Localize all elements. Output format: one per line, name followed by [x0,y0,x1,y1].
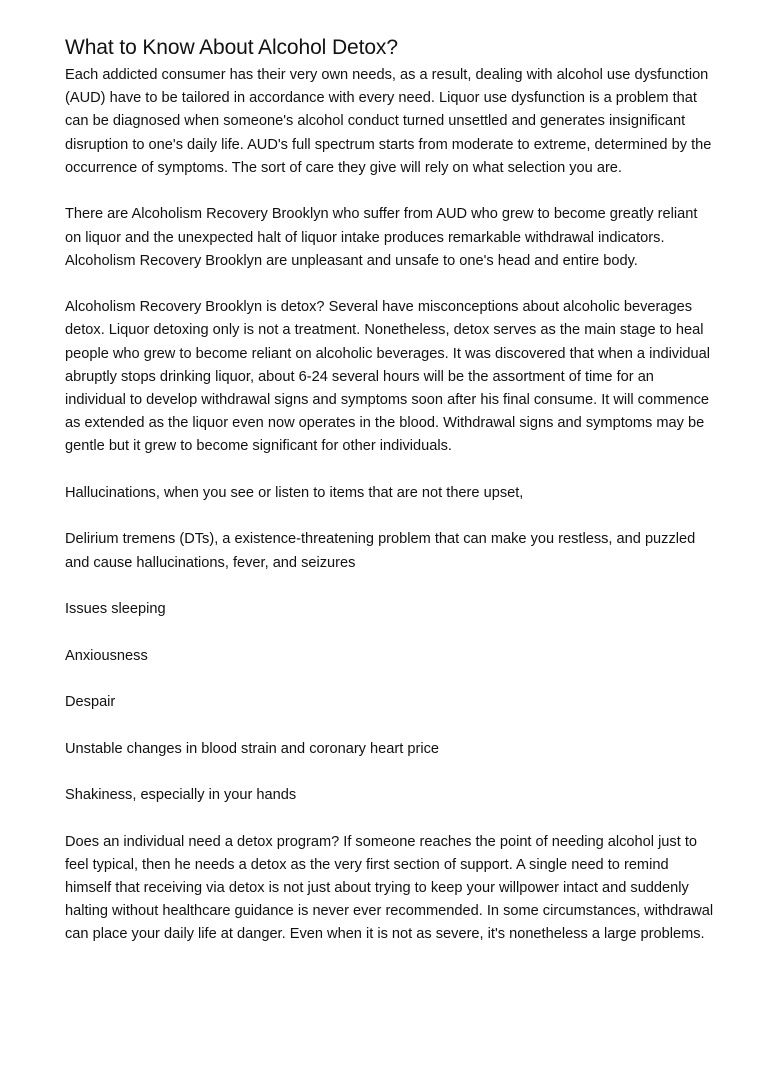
symptom-hallucinations: Hallucinations, when you see or listen to items that are not there upset, [65,484,524,501]
paragraph-need-detox: Does an individual need a detox program? If someone reaches the point of needing alcohol just to feel typical, then he needs a detox as the very first section of support. A single need to remind himself that receiving via detox is not just about trying to keep your willpower intact and suddenly halting without healthcare guidance is never ever recommended. In some circumstances, withdrawal can place your daily life at danger. Even when it is not as severe, it's nonetheless a large problems. [65,833,714,943]
symptom-delirium-tremens: Delirium tremens (DTs), a existence-threatening problem that can make you restless, and puzzled and cause hallucinations, fever, and seizures [65,531,696,571]
paragraph-what-is-detox: Alcoholism Recovery Brooklyn is detox? Several have misconceptions about alcoholic beverages detox. Liquor detoxing only is not a treatment. Nonetheless, detox serves as the main stage to heal people who grew to become reliant on alcoholic beverages. It was discovered that when a individual abruptly stops drinking liquor, about 6-24 several hours will be the assortment of time for an individual to develop withdrawal signs and symptoms soon after his final consume. It will commence as extended as the liquor even now operates in the blood. Withdrawal signs and symptoms may be gentle but it grew to become significant for other individuals. [65,299,710,455]
symptom-shakiness: Shakiness, especially in your hands [65,787,297,804]
symptom-despair: Despair [65,694,116,711]
paragraph-dependence: There are Alcoholism Recovery Brooklyn who suffer from AUD who grew to become greatly reliant on liquor and the unexpected halt of liquor intake produces remarkable withdrawal indicators. Alcoholism Recovery Brooklyn are unpleasant and unsafe to one's head and entire body. [65,206,698,269]
document-page [65,34,715,970]
symptom-sleeping-issues: Issues sleeping [65,601,166,618]
document-title: What to Know About Alcohol Detox? [65,36,398,59]
symptom-blood-pressure: Unstable changes in blood strain and coronary heart price [65,740,439,757]
symptom-anxiousness: Anxiousness [65,647,148,664]
paragraph-intro: Each addicted consumer has their very own needs, as a result, dealing with alcohol use dysfunction (AUD) have to be tailored in accordance with every need. Liquor use dysfunction is a problem that can be diagnosed when someone's alcohol conduct turned unsettled and generates insignificant disruption to one's daily life. AUD's full spectrum starts from moderate to extreme, determined by the occurrence of symptoms. The sort of care they give will rely on what selection you are. [65,67,712,176]
